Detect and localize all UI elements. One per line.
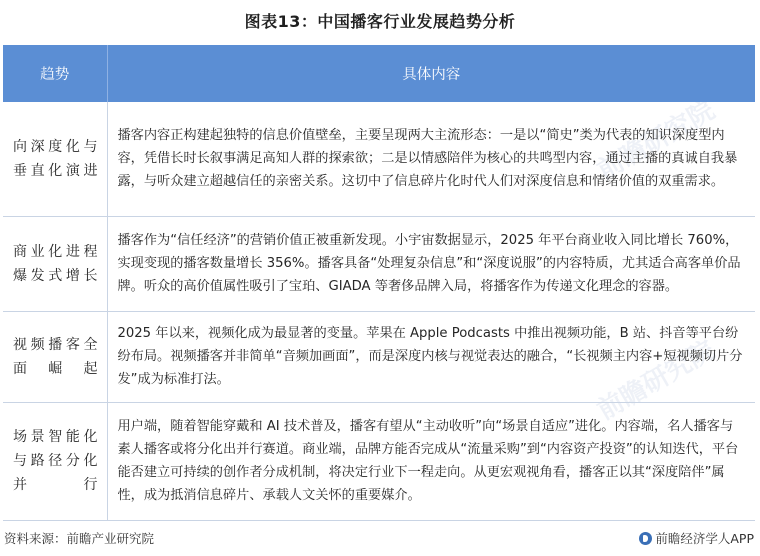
trend-cell: 场景智能化与路径分化并行 (3, 402, 107, 520)
watermark: 前瞻研究院 (592, 95, 721, 187)
content-cell: 播客内容正构建起独特的信息价值壁垒，主要呈现两大主流形态：一是以“简史”类为代表的知识深度型内容，凭借长时长叙事满足高知人群的探索欲；二是以情感陪伴为核心的共鸣型内容，通过主播的真诚自我暴露，与听众建立超越信任的亲密关系。这切中了信息碎片化时代人们对深度信息和情绪价值的双重需求。 (107, 102, 755, 216)
trend-table (3, 45, 755, 521)
figure-title: 图表13：中国播客行业发展趋势分析 (244, 12, 516, 31)
trend-cell: 商业化进程爆发式增长 (3, 216, 107, 311)
content-cell: 2025 年以来，视频化成为最显著的变量。苹果在 Apple Podcasts 中推出视频功能，B 站、抖音等平台纷纷布局。视频播客并非简单“音频加画面”，而是深度内核与视觉表达的融合，“长视频主内容+短视频切片分发”成为标准打法。 (107, 311, 755, 402)
trend-cell: 向深度化与垂直化演进 (3, 102, 107, 216)
qianzhan-logo-icon (639, 532, 652, 545)
table-row (3, 216, 755, 311)
table-row (3, 311, 755, 402)
table-row (3, 402, 755, 520)
watermark: 前瞻研究院 (592, 335, 721, 427)
content-cell: 播客作为“信任经济”的营销价值正被重新发现。小宇宙数据显示，2025 年平台商业收入同比增长 760%，实现变现的播客数量增长 356%。播客具备“处理复杂信息”和“深度说服”的内容特质，尤其适合高客单价品牌。听众的高价值属性吸引了宝珀、GIADA 等奢侈品牌入局，将播客作为传递文化理念的容器。 (107, 216, 755, 311)
content-cell: 用户端，随着智能穿戴和 AI 技术普及，播客有望从“主动收听”向“场景自适应”进化。内容端，名人播客与素人播客或将分化出并行赛道。商业端，品牌方能否完成从“流量采购”到“内容资产投资”的认知迭代，平台能否建立可持续的创作者分成机制，将决定行业下一程走向。从更宏观视角看，播客正以其“深度陪伴”属性，成为抵消信息碎片、承载人文关怀的重要媒介。 (107, 402, 755, 520)
brand-name: 前瞻经济学人APP (655, 531, 754, 546)
brand-credit (639, 529, 754, 547)
header-content: 具体内容 (107, 45, 755, 102)
table-row (3, 102, 755, 216)
header-trend: 趋势 (3, 45, 107, 102)
table-header-row (3, 45, 755, 102)
trend-cell: 视频播客全面崛起 (3, 311, 107, 402)
source-note: 资料来源：前瞻产业研究院 (4, 531, 155, 546)
